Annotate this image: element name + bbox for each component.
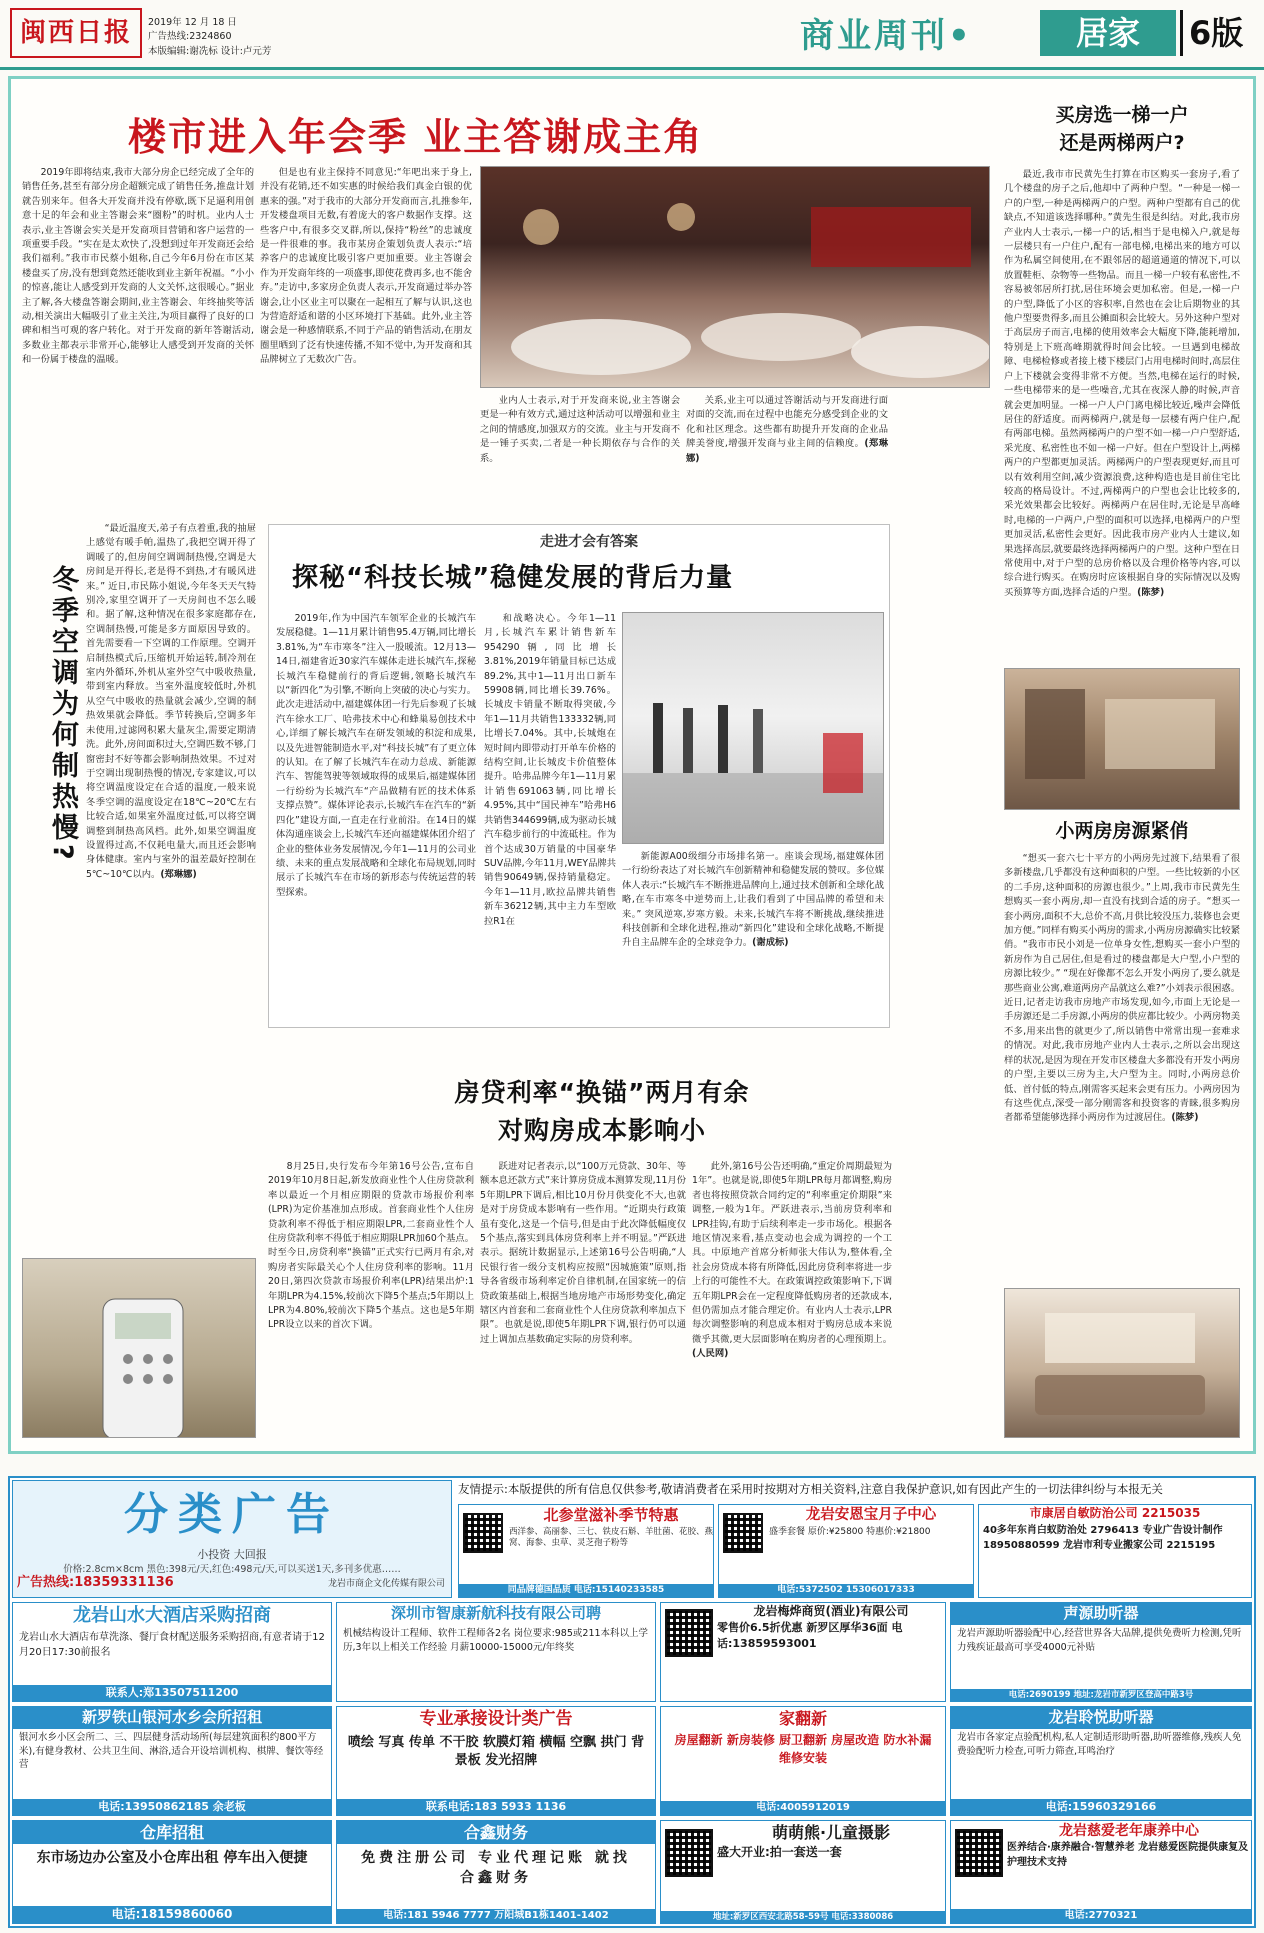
interior-photo-2	[1004, 1288, 1240, 1438]
ad-hotline: 广告热线:2324860	[148, 31, 232, 43]
tech-story-kicker: 走进才会有答案	[540, 534, 638, 550]
ad-shenzhen-recruit: 深圳市智康新航科技有限公司聘 机械结构设计工程师、软件工程师各2名 岗位要求:985或211本科以上学历,3年以上相关工作经验 月薪10000-15000元/年终奖	[336, 1602, 656, 1702]
page-number: 6版	[1180, 10, 1243, 56]
side-story-body: 最近,我市市民黄先生打算在市区购买一套房子,看了几个楼盘的房子之后,他却中了两种户型。“一种是一梯一户的户型,一种是两梯两户的户型。两种户型都有自己的优缺点,不知道该选择哪种。”黄先生很是纠结。对此,我市房产业内人士表示,一梯一户的话,相当于是电梯入户,就是每一层楼只有一户住户,配有一部电梯,电梯出来的地方可以作为私属空间使用,在不跟邻居的超道通道的情况下,可以放置鞋柜、杂物等一些物品。而且一梯一户较有私密性,不容易被邻居所打扰,居住环境会更加私密。但是,一梯一户的户型,降低了小区的容积率,自然也在会让后期物业的其他户型要贵得多,而且公摊面积会比较大。另外这种户型对于高层房子而言,电梯的使用效率会大幅度下降,能耗增加,特别是上下班高峰期就得时间会比较。一旦遇到电梯故障、电梯检修或者接上楼下楼层门占用电梯时间时,高层住户上下楼就会变得非常不方便。当然,电梯在运行的时候,一些电梯带来的是一些噪音,尤其在夜深人静的时候,声音就会更加明显。一梯一户人户门离电梯比较近,噪声会降低居住的舒适度。而两梯两户,就是每一层楼有两户住户,配有两部电梯。虽然两梯两户的户型不如一梯一户户型舒适,采光度、私密性也不如一梯一户好。但在户型设计上,两梯两户的户型都更加灵活。两梯两户的户型表现更好,而且可以有效利用空间,减少资源浪费,这种构造也是目前住宅比较高的格局设计。不过,两梯两户的户型也会让比较多的,采光效果都会比较好。两梯两户在居住时,无论是早高峰时,电梯的一户两户,户型的面积可以选择,电梯两户的户型更加灵活,私密性会更好。因此我市房产业内人士建议,如果选择高层,就要最终选择两梯两户的户型。这种户型在日常使用中,对于户型的总房价格以及合理价格等内容,可以综合进行购买。在购房时应该根据自身的实际情况以及购买预算等方面,选择合适的户型。(陈梦)	[1004, 169, 1240, 598]
qr-code-icon	[955, 1829, 1003, 1877]
ad-yinhe-club: 新罗铁山银河水乡会所招租 银河水乡小区会所二、三、四层健身活动场所(每层建筑面积约800平方米),有健身教材、公共卫生间、淋浴,适合开设培训机构、棋牌、餐饮等经营 电话:13950862185 余老板	[12, 1706, 332, 1816]
publication-info	[148, 16, 271, 59]
classified-banner-title: 分类广告	[124, 1489, 340, 1540]
ad-ciai-elderly-care: 龙岩慈爱老年康养中心 医养结合·康养融合·智慧养老 龙岩慈爱医院提供康复及护理技术支持 电话:2770321	[950, 1820, 1252, 1924]
ad-pest-control: 市康居自敏防治公司 2215035 40多年东肖白蚁防治处 2796413 专业广告设计制作 18950880599 龙岩市利专业搬家公司 2215195	[978, 1504, 1252, 1598]
remote-control-illustration	[23, 1259, 256, 1438]
editors-line: 本版编辑:谢冼标 设计:卢元芳	[148, 45, 272, 57]
lead-column-2: 但是也有业主保持不同意见:“年吧出来于身上,并没有花销,还不如实惠的时候给我们真金白银的优惠来的强。”对于我市的大部分开发商而言,扎推参年,开发楼盘项目无数,有着庞大的客户数据作支撑。这些客户中,有很多交叉群,所以,保持“粉丝”的忠诚度是一件很难的事。我市某房企策划负责人表示:“培养客户的忠诚度比吸引客户更加重要。业主答谢会作为开发商年终的一项盛事,即使花费再多,也不能舍弃。”走访中,多家房企负责人表示,开发商通过举办答谢会,让小区业主可以聚在一起相互了解与认识,这也为营造舒适和谐的小区环境打下基础。此外,业主答谢会是一种感情联系,不同于产品的销售活动,在朋友圈里晒到了泛有快速传播,不知不觉中,为开发商和其品牌树立了无数次广告。	[260, 167, 472, 366]
issue-date: 2019年 12 月 18 日	[148, 17, 237, 28]
classified-company: 龙岩市商企文化传媒有限公司	[327, 1578, 445, 1589]
lead-headline: 楼市进入年会季 业主答谢成主角	[128, 115, 704, 159]
interior-illustration-1	[1005, 669, 1240, 810]
loan-story-column-1: 8月25日,央行发布今年第16号公告,宣布自2019年10月8日起,新发放商业性个人住房贷款利率以最近一个月相应期限的贷款市场报价利率(LPR)为定价基准加点形成。首套商业性个人住房贷款利率不得低于相应期限LPR,二套商业性个人住房贷款利率不得低于相应期限LPR加60个基点。时至今日,房贷利率“换锚”正式实行已两月有余,对购房者实际最关心个人住房贷利率的影响。11月20日,第四次贷款市场报价利率(LPR)结果出炉:1年期LPR为4.15%,较前次下降5个基点;5年期以上LPR为4.80%,较前次下降5个基点。这也是5年期LPR设立以来的首次下调。	[268, 1161, 474, 1331]
side-story-headline: 买房选一梯一户 还是两梯两户?	[1055, 104, 1189, 154]
ad-meiye-wine: 龙岩梅烨商贸(酒业)有限公司 零售价6.5折优惠 新罗区厚华36面 电话:13859593001	[660, 1602, 946, 1702]
classified-hotline: 广告热线:18359331136	[17, 1575, 174, 1591]
aircon-story-body: “最近温度天,弟子有点着重,我的抽屉上感觉有暖手帕,温热了,我把空调开得了调暖了的,但房间空调调制热慢,空调是大房间是开得长,老是得不到热,才有暖风进来。” 近日,市民陈小姐说,今年冬天天气特别冷,家里空调开了一天房间也不怎么暖和。据了解,这种情况在很多家庭都存在,空调制热慢,可能是多方面原因导致的。首先需要看一下空调的工作原理。空调开启制热模式后,压缩机开始运转,制冷剂在室内外循环,外机从室外空气中吸收热量,带到室内释放。当室外温度较低时,外机从空气中吸收的热量就会减少,空调的制热效果就会降低。季节转换后,空调多年未使用,过滤网积累大量灰尘,需要定期清洗。此外,房间面积过大,空调匹数不够,门窗密封不好等都会影响制热效果。不过对于空调出现制热慢的情况,专家建议,可以将空调温度设定在合适的温度,一般来说冬季空调的温度设定在18℃~20℃左右比较合适,如果室外温度过低,可以将空调调整到制热高风档。此外,如果空调温度设置得过高,不仅耗电量大,而且还会影响身体健康。室内与室外的温差最好控制在5℃~10℃以内。(郑琳娜)	[86, 523, 256, 880]
masthead	[0, 0, 1264, 70]
qr-code-icon	[463, 1513, 503, 1553]
ad-shanshui-hotel: 龙岩山水大酒店采购招商 龙岩山水大酒店布草洗涤、餐厅食材配送服务采购招商,有意者请于12月20日17:30前报名 联系人:郑13507511200	[12, 1602, 332, 1702]
section-title: 商业周刊•	[800, 16, 973, 56]
ad-mengmengxiong-photo: 萌萌熊·儿童摄影 盛大开业:拍一套送一套 地址:新罗区西安北路58-59号 电话:3380086	[660, 1820, 946, 1924]
subsection-badge: 居家	[1040, 10, 1176, 56]
small-apartment-headline: 小两房房源紧俏	[1055, 820, 1189, 842]
showroom-photo	[622, 612, 884, 844]
ad-home-renovation: 家翻新 房屋翻新 新房装修 厨卫翻新 房屋改造 防水补漏 维修安装 电话:4005912019	[660, 1706, 946, 1816]
ad-design-printing: 专业承接设计类广告 喷绘 写真 传单 不干胶 软膜灯箱 横幅 空飘 拱门 背景板 发光招牌 联系电话:183 5933 1136	[336, 1706, 656, 1816]
newspaper-logo: 闽西日报	[10, 8, 142, 58]
qr-code-icon	[665, 1609, 713, 1657]
tech-story-headline: 探秘“科技长城”稳健发展的背后力量	[292, 563, 734, 593]
disclaimer-notice: 友情提示:本版提供的所有信息仅供参考,敬请消费者在采用时按期对方相关资料,注意自我保护意识,如有因此产生的一切法律纠纷与本报无关	[458, 1482, 1163, 1496]
aircon-remote-photo	[22, 1258, 256, 1438]
tech-story-column-1: 2019年,作为中国汽车领军企业的长城汽车发展稳健。1—11月累计销售95.4万辆,同比增长3.81%,为“车市寒冬”注入一股暖流。12月13—14日,福建省近30家汽车媒体走进长城汽车,探秘长城汽车稳健前行的背后逻辑,领略长城汽车以“新四化”为引擎,不断向上突破的决心与实力。此次走进活动中,福建媒体团一行先后参观了长城汽车徐水工厂、哈弗技术中心和蜂巢易创技术中心,详细了解长城汽车在研发领域的积淀和成果,以及先进智能制造水平,对“科技长城”有了更立体的认知。在了解了长城汽车在动力总成、新能源汽车、智能驾驶等领域取得的成果后,福建媒体团一行纷纷为长城汽车“产品做精有匠的技术体系支撑点赞”。媒体评论表示,长城汽车在汽车的“新四化”建设方面,一直走在行业前沿。在14日的媒体沟通座谈会上,长城汽车还向福建媒体团介绍了企业的整体业务发展情况,今年1—11月的公司业绩、未来的重点发展战略和全球化布局规划,同时展示了长城汽车在市场的新形态与传统运营的转型探索。	[276, 613, 476, 898]
classified-banner-sub: 小投资 大回报	[197, 1547, 267, 1561]
loan-story-column-2: 跃进对记者表示,以“100万元贷款、30年、等额本息还款方式”来计算房贷成本测算发现,11月份5年期LPR下调后,相比10月份月供变化不大,也就是对于房贷成本影响有一些作用。“近期央行政策虽有变化,这是一个信号,但是由于此次降低幅度仅5个基点,落实到具体房贷利率上并不明显。”严跃进表示。据统计数据显示,上述第16号公告明确,“人民银行省一级分支机构应按照“因城施策”原则,指导各省级市场利率定价自律机制,在国家统一的信贷政策基础上,根据当地房地产市场形势变化,确定辖区内首套和二套商业性个人住房贷款利率加点下限”。也就是说,即使5年期LPR下调,银行仍可以通过上调加点基数确定实际的房贷利率。	[480, 1161, 686, 1345]
classified-banner	[12, 1480, 452, 1598]
tech-story-column-2: 和战略决心。今年1—11月,长城汽车累计销售新车954290辆,同比增长3.81%,2019年销量目标已达成89.2%,其中1—11月出口新车59908辆,同比增长39.76%。长城皮卡销量不断取得突破,今年1—11月共销售133332辆,同比增长7.04%。其中,长城炮在短时间内即带动打开单车价格的结构空间,让长城皮卡价值整体提升。哈弗品牌今年1—11月累计销售691063辆,同比增长4.95%,其中“国民神车”哈弗H6共销售344699辆,成为驱动长城汽车稳步前行的中流砥柱。作为首个达成30万销量的中国豪华SUV品牌,今年11月,WEY品牌共销售90649辆,保持销量稳定。今年1—11月,欧拉品牌共销售新车36212辆,其中主力车型欧拉R1在	[484, 613, 616, 927]
lead-column-3: 业内人士表示,对于开发商来说,业主答谢会更是一种有效方式,通过这种活动可以增强和业主之间的情感度,加强双方的交流。业主与开发商不是一锤子买卖,二者是一种长期依存与合作的关系。	[480, 395, 680, 464]
ad-anenbao: 龙岩安恩宝月子中心 盛季套餐 原价:¥25800 特惠价:¥21800 电话:5372502 15306017333	[718, 1504, 974, 1598]
ad-warehouse-rent: 仓库招租 东市场边办公室及小仓库出租 停车出入便捷 电话:18159860060	[12, 1820, 332, 1924]
loan-story-column-3: 此外,第16号公告还明确,“重定价周期最短为1年”。也就是说,即使5年期LPR每月都调整,购房者也将按照贷款合同约定的“利率重定价期限”来调整,一般为1年。严跃进表示,当前房贷利率和LPR挂钩,有助于后续利率走一步市场化。根据各地区情况来看,基点变动也会成为调控的一个工具。中原地产首席分析师张大伟认为,整体看,全社会房贷成本将有所降低,因此房贷利率将进一步上行的可能性不大。在政策调控政策影响下,下调五年期LPR会在一定程度降低购房者的还款成本,但仍需加点才能合理定价。有业内人士表示,LPR每次调整影响的利息成本相对于购房总成本来说微乎其微,更大层面影响在购房者的心理预期上。(人民网)	[692, 1161, 892, 1360]
qr-code-icon	[723, 1513, 763, 1553]
banquet-photo	[480, 166, 990, 388]
qr-code-icon	[665, 1829, 713, 1877]
showroom-illustration	[623, 613, 884, 844]
loan-story-headline: 房贷利率“换锚”两月有余 对购房成本影响小	[454, 1078, 750, 1145]
interior-photo-1	[1004, 668, 1240, 810]
tech-story-column-3: 新能源A00级细分市场排名第一。座谈会现场,福建媒体团一行纷纷表达了对长城汽车创新精神和稳健发展的赞叹。多位媒体人表示:“长城汽车不断推进品牌向上,通过技术创新和全球化战略,在车市寒冬中逆势而上,让我们看到了中国品牌的希望和未来。” 突风逆寒,岁寒方毅。未来,长城汽车将不断挑战,继续推进科技创新和全球化进程,推动“新四化”建设和全球化战略,不断提升自主品牌车企的全球竞争力。(谢成标)	[622, 851, 884, 949]
lead-column-1: 2019年即将结束,我市大部分房企已经完成了全年的销售任务,甚至有部分房企超额完成了销售任务,推盘计划就告别来年。但各大开发商并没有停歇,既下足逼利用创意十足的年会和业主答谢会来“圈粉”的时机。业内人士表示,业主答谢会实关是开发商项目营销和客户运营的一项重要手段。“实在是太欢快了,没想到过年开发商还会给我们福利。”我市市民蔡小姐称,自己今年6月份在市区某楼盘买了房,没有想到竟然还能收到业主新年祝福。“小小的惊喜,能让人感受到开发商的人文关怀,这很暖心。”据业主了解,各大楼盘答谢会期间,业主答谢会、年终抽奖等活动,相关演出大幅吸引了业主关注,为项目赢得了良好的口碑和相当可观的客户转化。对于开发商的新年答谢活动,多数业主都表示非常开心,能够让人感受到开发商的关怀和一份属于楼盘的温暖。	[22, 167, 254, 366]
aircon-vertical-headline: 冬季空调为何制热慢?	[47, 565, 78, 864]
interior-illustration-2	[1005, 1289, 1240, 1438]
lead-column-4: 关系,业主可以通过答谢活动与开发商进行面对面的交流,而在过程中也能充分感受到企业的文化和社区理念。这些都有助提升开发商的企业品牌美誉度,增强开发商与业主间的信赖度。(郑琳娜)	[686, 395, 888, 464]
small-apartment-body: “想买一套六七十平方的小两房先过渡下,结果看了很多新楼盘,几乎都没有这种面积的户型。一些比较新的小区的二手房,这种面积的房源也很少。”上周,我市市民黄先生想购买一套小两房,却一直没有找到合适的房子。“想买一套小两房,面积不大,总价不高,月供比较没压力,装修也会更加方便。”同样有购买小两房的需求,小两房房源确实比较紧俏。“我市市民小刘是一位单身女性,想购买一套小户型的新房作为自己居住,但是看过的楼盘都是大户型,小户型的房源比较少。” “现在好像都不怎么开发小两房了,要么就是那些商业公寓,难道两房产品就这么难?”小刘表示很困惑。近日,记者走访我市房地产市场发现,如今,市面上无论是一手房源还是二手房源,小两房的供应都比较少。小两房物美不多,用来出售的就更少了,所以销售中常常出现一套难求的情况。对此,我市房地产业内人士表示,之所以会出现这样的状况,是因为现在开发市区楼盘大多都没有开发小两房的户型,主要以三房为主,大户型为主。同时,小两房总价低、首付低的特点,刚需客买起来会更有压力。小两房因为有这些优点,深受一部分刚需客和投资客的青睐,很多购房者都希望能够选择小两房作为过渡居住。(陈梦)	[1004, 853, 1240, 1124]
ad-shengyuan-hearing: 声源助听器 龙岩声源助听器验配中心,经营世界各大品牌,提供免费听力检测,凭听力残疾证最高可享受4000元补贴 电话:2690199 地址:龙岩市新罗区登高中路3号	[950, 1602, 1252, 1702]
ad-lingyue-hearing: 龙岩聆悦助听器 龙岩市各家定点验配机构,私人定制适形助听器,助听器维修,残疾人免费验配听力检查,可听力筛查,耳鸣治疗 电话:15960329166	[950, 1706, 1252, 1816]
ad-beicantang: 北参堂滋补季节特惠 西洋参、高丽参、三七、铁皮石斛、羊肚菌、花胶、燕窝、海参、虫草、灵芝孢子粉等 同品牌德国品质 电话:15140233585	[458, 1504, 714, 1598]
banquet-scene-illustration	[481, 167, 990, 388]
classified-price-line: 价格:2.8cm×8cm 黑色:398元/天,红色:498元/天,可以买送1天,多刊多优惠……	[63, 1563, 401, 1575]
ad-hexin-finance: 合鑫财务 免费注册公司 专业代理记账 就找合鑫财务 电话:181 5946 7777 万阳城B1栋1401-1402	[336, 1820, 656, 1924]
